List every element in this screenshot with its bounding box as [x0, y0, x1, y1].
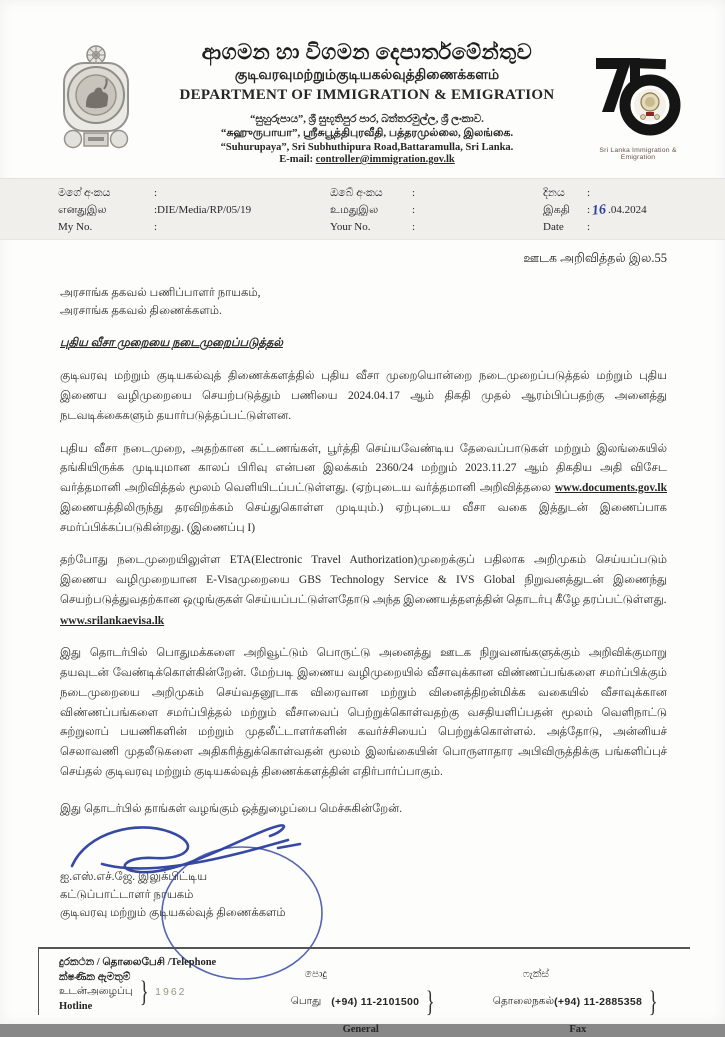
fax-label-english: Fax: [569, 1023, 587, 1035]
colon: :: [154, 221, 158, 233]
fax-block: [492, 956, 690, 1035]
paragraph-2-text-after: இணையத்திலிருந்து தரவிறக்கம் செய்துகொள்ள முடியும்.) ஏற்புடைய வீசா வகை இத்துடன் இணைப்பாக சமர்ப்பிக்கப்படுகின்றது. (இணைப்பு I): [60, 501, 667, 534]
colon: :: [587, 204, 591, 216]
date-block: [543, 185, 713, 236]
date-label-sinhala: දිනය: [543, 187, 565, 199]
reference-band: [0, 178, 725, 240]
my-no-block: [58, 185, 323, 236]
date-label-english: Date: [543, 221, 564, 233]
75-logo-caption: Sri Lanka Immigration & Emigration: [599, 147, 677, 161]
letter-header: [0, 0, 725, 176]
handwritten-day: 16: [591, 202, 607, 219]
signature-block: [60, 824, 667, 940]
my-no-value: :DIE/Media/RP/05/19: [154, 204, 252, 216]
brace-glyph: }: [648, 985, 658, 1019]
hotline-number: 1962: [155, 986, 187, 999]
address-english: “Suhurupaya”, Sri Subhuthipura Road,Battaramulla, Sri Lanka.: [220, 142, 514, 153]
colon: :: [412, 187, 416, 199]
closing-line: இது தொடர்பில் தாங்கள் வழங்கும் ஒத்துழைப்பை மெச்சுகின்றேன்.: [60, 802, 403, 815]
letterhead-titles: [148, 40, 586, 165]
subject-line: புதிய வீசா முறையை நடைமுறைப்படுத்தல்: [60, 337, 283, 350]
paragraph-3: தற்போது நடைமுறையிலுள்ள ETA(Electronic Travel Authorization)முறைக்குப் பதிலாக அறிமுகம் செய்யப்படும் இணைய வழிமுறையான E-Visaமுறையை GBS Technology Service & IVS Global நிறுவனத்துடன் இணைந்து செயற்படுத்துவதற்கான ஒழுங்குகள் செய்யப்பட்டுள்ளதோடு அந்த இணையத்தளத்தின் தொடர்பு கீழே தரப்பட்டுள்ளது.: [60, 554, 667, 606]
general-label-sinhala: පොදු: [304, 969, 328, 980]
general-phone-block: [290, 956, 493, 1035]
hotline-labels: [59, 971, 133, 1014]
brace-glyph: }: [426, 985, 435, 1019]
paragraph-2-text-before: புதிய வீசா நடைமுறை, அதற்கான கட்டணங்கள், பூர்த்தி செய்யவேண்டிய தேவைப்பாடுகள் மற்றும் இலங்கையில் தங்கியிருக்க முடியுமான காலப் பிரிவு என்பன இலக்கம் 2360/24 மற்றும் 2023.11.27 ஆம் திகதிய அதி விசேட வர்த்தமானி அறிவித்தல் மூலம் வெளியிடப்பட்டுள்ளது. (ஏற்புடைய வர்த்தமானி அறிவித்தலை: [60, 442, 667, 495]
paragraph-2: [60, 440, 667, 539]
colon: :: [412, 204, 416, 216]
contact-footer: [38, 947, 690, 1035]
your-no-label-english: Your No.: [330, 221, 371, 233]
media-notice-number: ஊடக அறிவித்தல் இல.55: [523, 251, 667, 265]
your-no-block: [330, 185, 530, 236]
your-no-label-sinhala: ඔබේ අංකය: [330, 187, 383, 199]
signatory-identity: [60, 824, 667, 923]
signatory-name: ஐ.எஸ்.எச்.ஜே. இலுக்பிட்டிய: [60, 870, 208, 883]
colon: :: [587, 187, 591, 199]
department-title-english: DEPARTMENT OF IMMIGRATION & EMIGRATION: [179, 87, 555, 103]
hotline-label-tamil: உடன்அழைப்பு: [59, 986, 133, 998]
colon: :: [587, 221, 591, 233]
date-printed: .04.2024: [608, 204, 647, 216]
your-no-label-tamil: உமதுஇல: [330, 204, 379, 216]
general-label-english: General: [342, 1023, 379, 1035]
my-no-label-sinhala: මගේ අංකය: [58, 187, 111, 199]
sri-lanka-national-emblem-icon: [52, 42, 140, 152]
75-logo-icon: [586, 50, 690, 142]
email-line: [148, 154, 586, 165]
general-number: (+94) 11-2101500: [331, 996, 420, 1009]
letter-body: [60, 248, 667, 940]
fax-label-tamil: தொலைநகல்: [492, 996, 555, 1008]
email-label: E-mail:: [279, 154, 314, 165]
documents-gov-lk-url: www.documents.gov.lk: [554, 482, 667, 495]
paragraph-1: குடிவரவு மற்றும் குடியகல்வுத் திணைக்களத்தில் புதிய வீசா முறையொன்றை நடைமுறைப்படுத்தல் மற்றும் புதிய இணைய வழிமுறையை செயற்படுத்தும் பணியை 2024.04.17 ஆம் திகதி முதல் ஆரம்பிப்பதற்கு அனைத்து நடவடிக்கைகளும் தயார்படுத்தப்பட்டுள்ளன.: [60, 370, 667, 422]
addressee-line-2: அரசாங்க தகவல் திணைக்களம்.: [60, 305, 222, 318]
hotline-label-english: Hotline: [59, 1000, 93, 1012]
my-no-label-tamil: எனதுஇல: [58, 204, 107, 216]
addressee-block: [60, 284, 667, 322]
telephone-heading: දුරකථන / தொலைபேசி /Telephone: [59, 957, 217, 968]
srilankaevisa-url: www.srilankaevisa.lk: [60, 614, 165, 627]
hotline-label-sinhala: ක්ෂණික ඇමතුම්: [59, 972, 131, 984]
address-tamil: “சுஹுருபாயா”, ஶ்ரீசுபூத்திபுரவீதி, பத்தரமுல்லை, இலங்கை.: [220, 127, 514, 139]
fax-number: (+94) 11-2885358: [554, 996, 643, 1009]
general-label-tamil: பொது: [290, 996, 322, 1008]
signatory-department: குடிவரவு மற்றும் குடியகல்வுத் திணைக்களம்: [60, 907, 286, 920]
signatory-title: கட்டுப்பாட்டாளர் நாயகம்: [60, 888, 194, 901]
colon: :: [412, 221, 416, 233]
department-title-sinhala: ආගමන හා විගමන දෙපාර්තමේන්තුව: [201, 40, 533, 64]
paragraph-4: இது தொடர்பில் பொதுமக்களை அறிவூட்டும் பொருட்டு அனைத்து ஊடக நிறுவனங்களுக்கும் அறிவிக்குமாறு தயவுடன் வேண்டிக்கொள்கின்றேன். மேற்படி இணைய வழிமுறையில் வீசாவுக்கான விண்ணப்பங்களை சமர்ப்பிக்கும் நடைமுறையை அறிமுகம் செய்வதனூடாக விரைவான மற்றும் வினைத்திறன்மிக்க வகையில் வீசாவுக்கான விண்ணப்பங்களை சமர்ப்பித்தல் மற்றும் வீசாவைப் பெற்றுக்கொள்வதற்கு வசதியளிப்பதன் மூலம் வெளிநாட்டு சுற்றுலாப் பயணிகளின் மற்றும் முதலீட்டாளர்களின் கவர்ச்சியைப் பெற்றுக்கொள்ளல். அத்தோடு, அன்னியச் செலாவணி முதலீடுகளை அதிகரித்துக்கொள்வதன் மூலம் இலங்கையின் பொருளாதார அபிவிருத்திக்கு பங்களிப்புச் செய்தல் குடிவரவு மற்றும் குடியகல்வுத் திணைக்களத்தின் எதிர்பார்ப்பாகும்.: [60, 647, 667, 778]
anniversary-75-logo: [582, 50, 694, 161]
department-title-tamil: குடிவரவுமற்றும்குடியகல்வுத்திணைக்களம்: [234, 68, 500, 83]
my-no-label-english: My No.: [58, 221, 93, 233]
address-sinhala: “සුහුරුපාය”, ශ්‍රී සුභූතිපුර පාර, බත්තරමුල්ල, ශ්‍රී ලංකාව.: [250, 114, 484, 125]
email-address: controller@immigration.gov.lk: [315, 154, 455, 165]
fax-label-sinhala: ෆැක්ස්: [522, 969, 549, 980]
date-label-tamil: இகதி: [543, 204, 570, 216]
brace-glyph: }: [139, 975, 149, 1009]
addressee-line-1: அரசாங்க தகவல் பணிப்பாளர் நாயகம்,: [60, 286, 261, 299]
telephone-hotline-block: [59, 956, 291, 1015]
colon: :: [154, 187, 158, 199]
